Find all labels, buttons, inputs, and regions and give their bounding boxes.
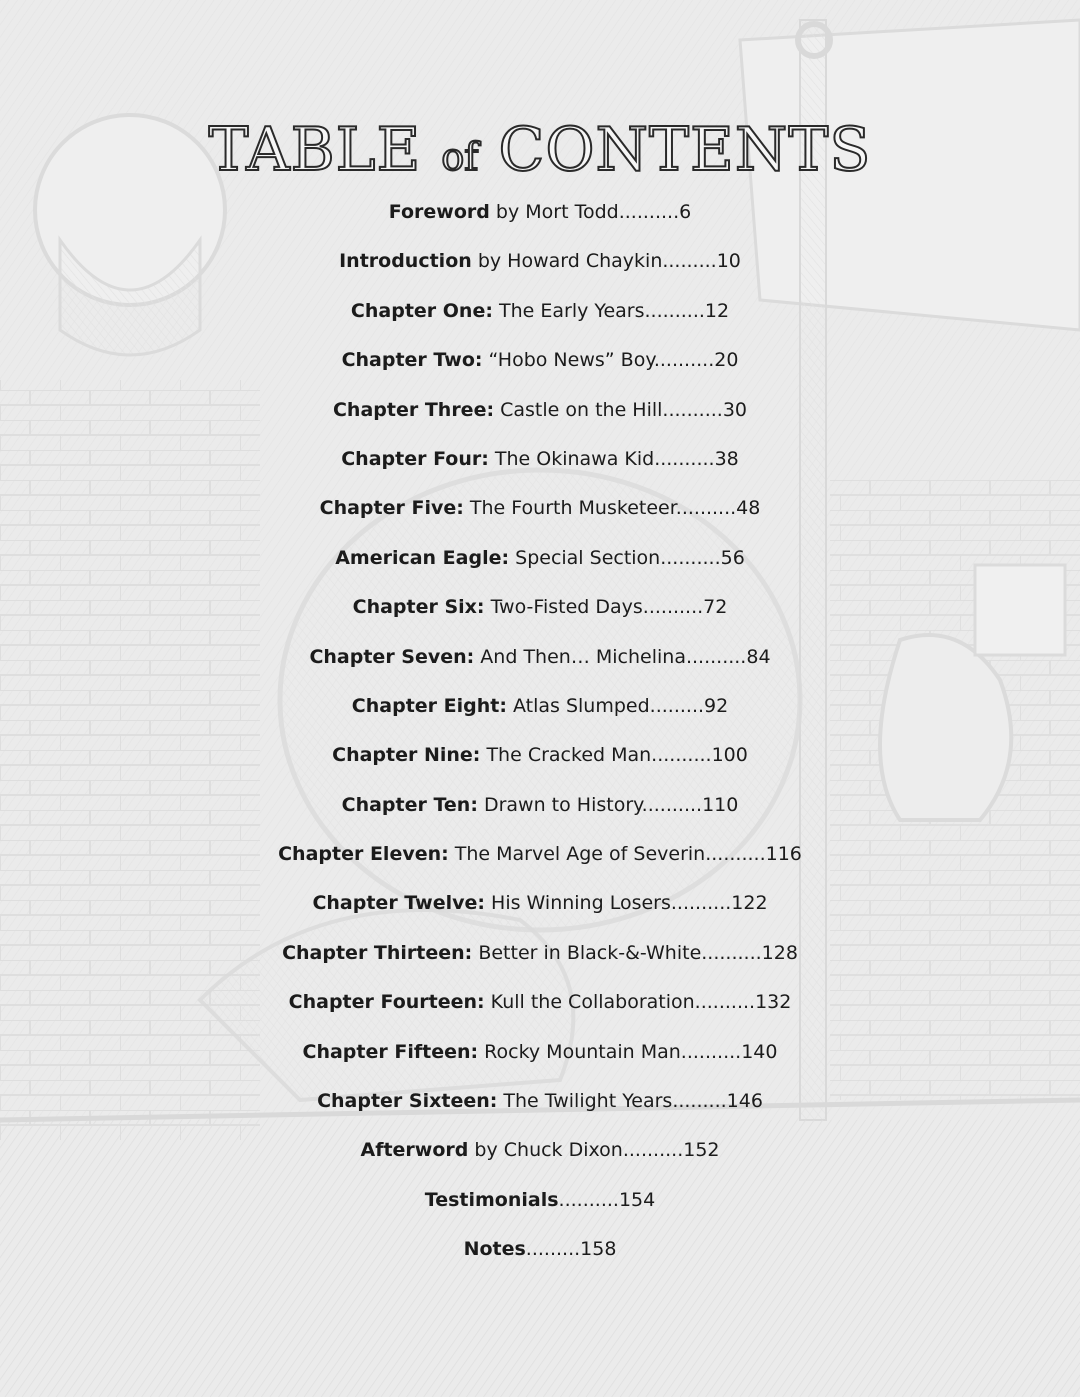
toc-entry — [0, 1180, 1080, 1229]
toc-entry-detail: Special Section..........56 — [509, 546, 745, 569]
toc-entry-detail: And Then… Michelina..........84 — [474, 645, 771, 668]
toc-entry-detail: Rocky Mountain Man..........140 — [478, 1040, 778, 1063]
toc-entry-heading: Chapter Three: — [332, 398, 495, 421]
toc-entry-heading: Chapter Ten: — [341, 793, 478, 816]
toc-entry-detail: by Mort Todd..........6 — [489, 201, 692, 223]
title-part-of: of — [441, 135, 479, 179]
toc-entry-detail: The Cracked Man..........100 — [480, 744, 748, 767]
toc-entry-detail: The Marvel Age of Severin..........116 — [448, 843, 802, 866]
toc-entry — [0, 1081, 1080, 1130]
toc-entry-heading: Chapter Sixteen: — [317, 1090, 498, 1113]
toc-list — [0, 192, 1080, 1279]
toc-entry-detail: ..........154 — [558, 1188, 656, 1211]
toc-entry — [0, 686, 1080, 735]
toc-entry-heading: Chapter Six: — [352, 596, 485, 619]
title-part-contents: CONTENTS — [498, 115, 872, 185]
toc-entry-heading: Notes — [463, 1238, 526, 1261]
toc-entry-heading: Chapter Seven: — [309, 645, 475, 668]
toc-entry-detail: The Twilight Years.........146 — [497, 1090, 763, 1113]
toc-entry-heading: Chapter Eleven: — [278, 843, 449, 866]
toc-entry-heading: Chapter Fifteen: — [302, 1040, 479, 1063]
toc-entry-heading: Chapter Four: — [341, 447, 489, 470]
toc-entry — [0, 834, 1080, 883]
page-title — [0, 112, 1080, 195]
toc-entry — [0, 390, 1080, 439]
toc-entry — [0, 192, 1080, 241]
toc-entry-detail: Castle on the Hill..........30 — [494, 398, 747, 421]
toc-entry — [0, 637, 1080, 686]
toc-entry-heading: Chapter One: — [350, 299, 493, 322]
toc-entry — [0, 933, 1080, 982]
toc-entry-detail: Atlas Slumped.........92 — [506, 694, 729, 717]
toc-entry-detail: by Chuck Dixon..........152 — [468, 1139, 720, 1162]
title-part-table: TABLE — [208, 115, 422, 185]
toc-entry — [0, 735, 1080, 784]
toc-entry — [0, 883, 1080, 932]
toc-entry-detail: The Early Years..........12 — [492, 299, 730, 322]
toc-entry — [0, 291, 1080, 340]
toc-entry — [0, 785, 1080, 834]
toc-entry — [0, 1229, 1080, 1278]
toc-entry-heading: Introduction — [339, 250, 472, 273]
toc-entry-heading: Testimonials — [424, 1188, 559, 1211]
toc-entry-heading: Chapter Eight: — [351, 694, 507, 717]
toc-entry — [0, 982, 1080, 1031]
toc-entry-detail: Kull the Collaboration..........132 — [484, 991, 792, 1014]
toc-entry — [0, 340, 1080, 389]
toc-entry-detail: Better in Black-&-White..........128 — [472, 941, 798, 964]
toc-entry-detail: .........158 — [525, 1238, 617, 1261]
toc-entry-detail: Two-Fisted Days..........72 — [484, 596, 728, 619]
toc-entry-heading: Chapter Two: — [341, 349, 483, 372]
toc-entry-heading: Chapter Five: — [319, 497, 464, 520]
toc-entry-heading: Chapter Fourteen: — [288, 991, 485, 1014]
toc-entry-detail: “Hobo News” Boy..........20 — [482, 349, 739, 372]
toc-entry-heading: Chapter Twelve: — [312, 892, 485, 915]
toc-entry-heading: Chapter Nine: — [332, 744, 481, 767]
toc-entry — [0, 1032, 1080, 1081]
toc-entry — [0, 241, 1080, 290]
toc-entry-detail: Drawn to History..........110 — [477, 793, 739, 816]
toc-entry-heading: Foreword — [388, 201, 490, 223]
toc-entry-detail: His Winning Losers..........122 — [485, 892, 768, 915]
toc-entry — [0, 1130, 1080, 1179]
toc-entry — [0, 587, 1080, 636]
toc-entry-detail: by Howard Chaykin.........10 — [471, 250, 741, 273]
toc-entry-detail: The Okinawa Kid..........38 — [488, 447, 739, 470]
toc-entry — [0, 488, 1080, 537]
toc-entry-heading: American Eagle: — [335, 546, 510, 569]
toc-entry-detail: The Fourth Musketeer..........48 — [463, 497, 761, 520]
toc-entry — [0, 439, 1080, 488]
toc-entry-heading: Afterword — [360, 1139, 469, 1162]
toc-entry-heading: Chapter Thirteen: — [282, 941, 473, 964]
toc-entry — [0, 538, 1080, 587]
